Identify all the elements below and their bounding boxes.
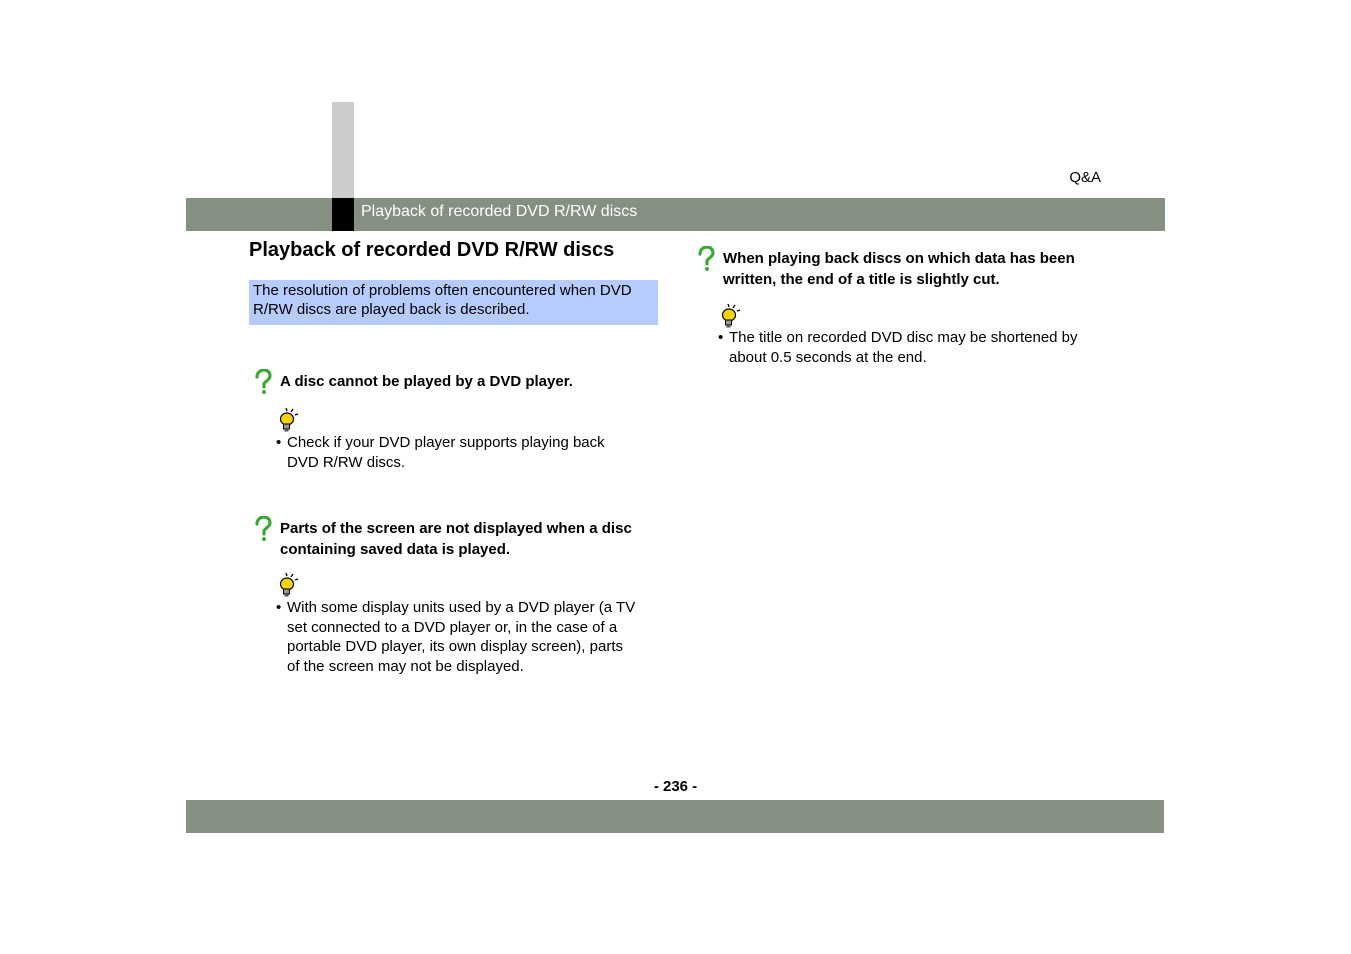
answer-2-line-3: portable DVD player, its own display screen), parts — [287, 638, 623, 655]
header-bar-title: Playback of recorded DVD R/RW discs — [361, 203, 638, 220]
header-grey-tab — [332, 102, 354, 198]
page-title: Playback of recorded DVD R/RW discs — [249, 239, 615, 261]
answer-1-line-2: DVD R/RW discs. — [287, 453, 406, 471]
question-2-line-2: containing saved data is played. — [280, 541, 511, 558]
bullet: • — [276, 434, 282, 451]
question-mark-icon — [696, 246, 716, 272]
question-mark-icon — [253, 369, 273, 395]
lightbulb-hint-icon — [278, 572, 300, 598]
question-mark-icon — [253, 516, 273, 542]
section-label: Q&A — [1069, 169, 1101, 186]
question-3-line-2: written, the end of a title is slightly cut. — [723, 271, 1000, 288]
answer-2-line-4: of the screen may not be displayed. — [287, 657, 524, 675]
answer-3-line-2: about 0.5 seconds at the end. — [729, 348, 927, 366]
lightbulb-hint-icon — [278, 407, 300, 433]
question-3 — [723, 248, 1075, 290]
page-number: - 236 - — [653, 778, 698, 795]
answer-1 — [276, 433, 656, 472]
question-2 — [280, 518, 632, 560]
answer-1-line-1: Check if your DVD player supports playing back — [287, 434, 605, 451]
header-black-tab — [332, 198, 354, 231]
lightbulb-hint-icon — [720, 303, 742, 329]
bullet: • — [276, 599, 282, 616]
bullet: • — [718, 329, 724, 346]
question-3-line-1: When playing back discs on which data has been — [723, 250, 1075, 267]
answer-2 — [276, 598, 661, 676]
intro-box: The resolution of problems often encountered when DVD R/RW discs are played back is described. — [249, 280, 658, 325]
footer-bar — [186, 800, 1164, 833]
question-2-line-1: Parts of the screen are not displayed when a disc — [280, 520, 632, 537]
answer-3-line-1: The title on recorded DVD disc may be shortened by — [729, 329, 1078, 346]
question-1: A disc cannot be played by a DVD player. — [280, 373, 573, 390]
answer-2-line-1: With some display units used by a DVD player (a TV — [287, 599, 636, 616]
answer-3 — [718, 328, 1118, 367]
answer-2-line-2: set connected to a DVD player or, in the case of a — [287, 618, 618, 636]
